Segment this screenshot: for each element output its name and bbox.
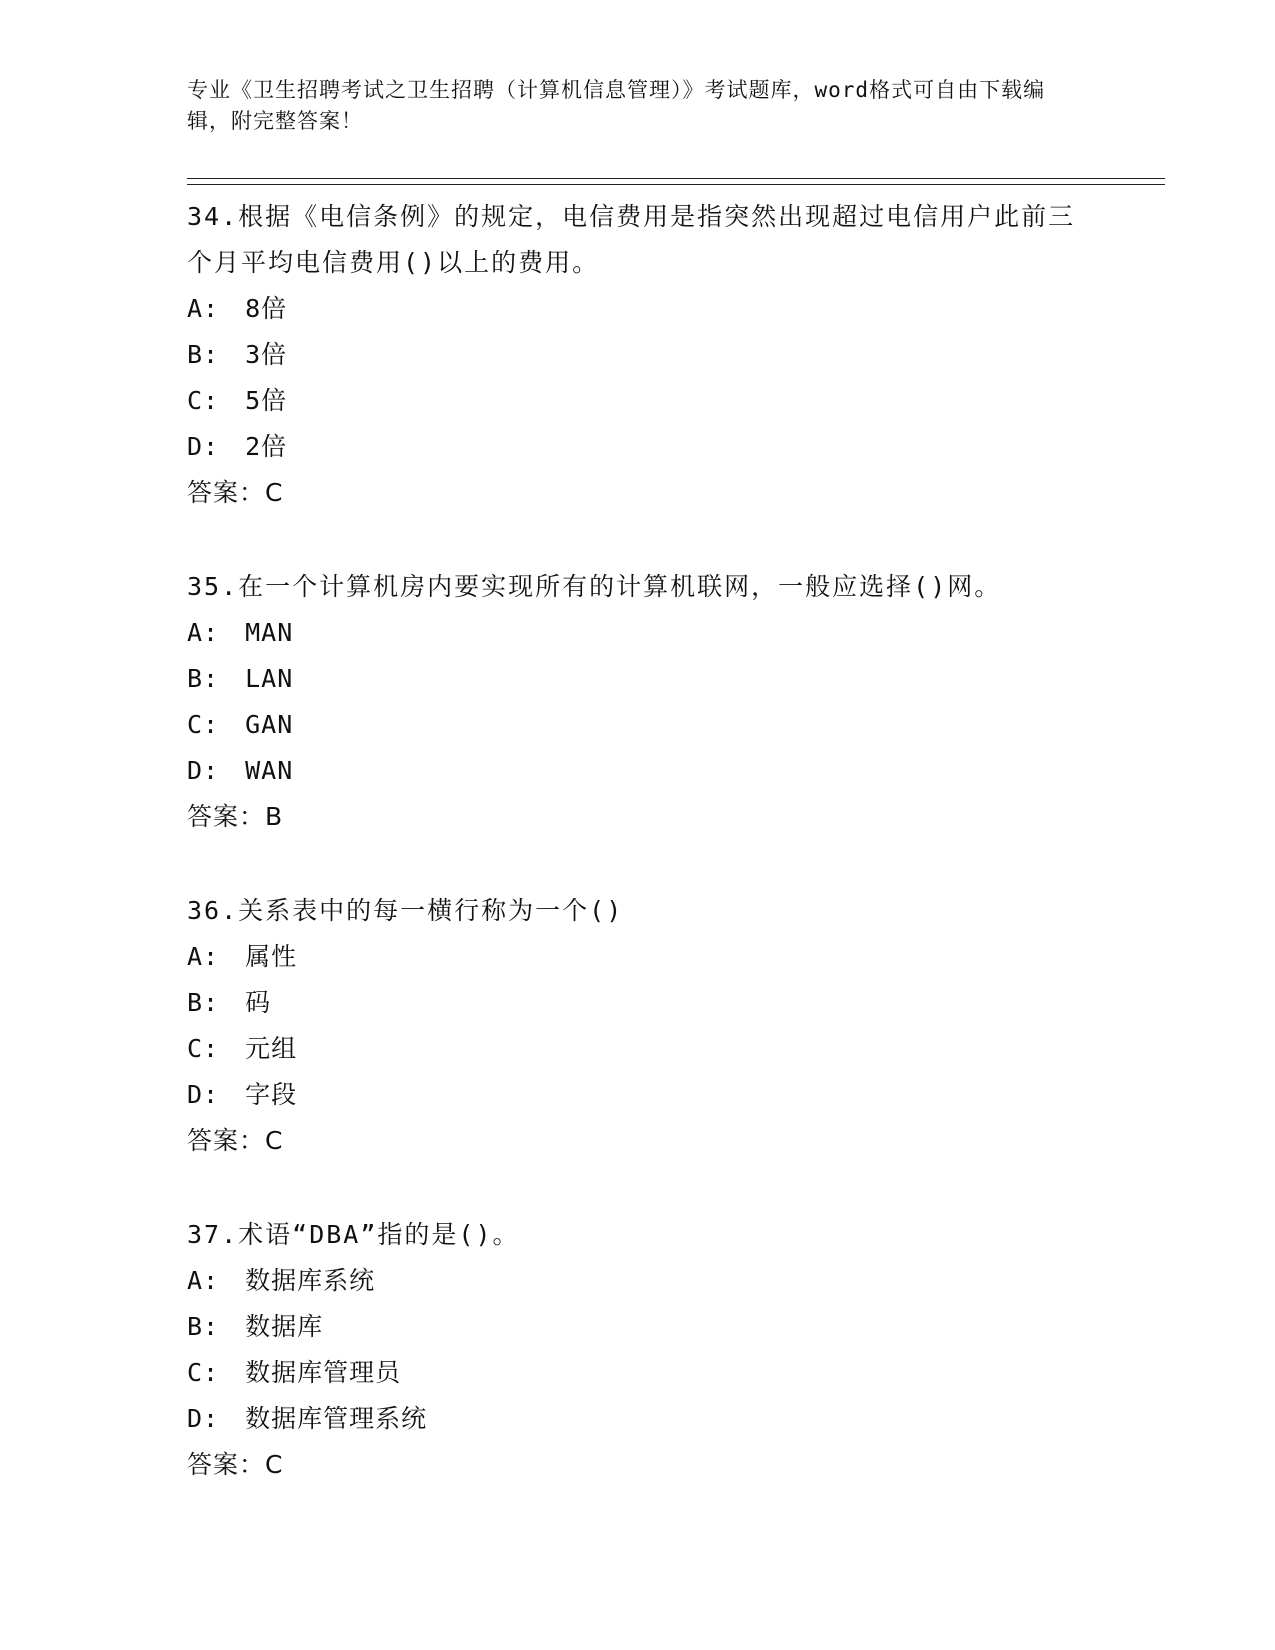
option-text: 2倍 xyxy=(245,432,288,461)
document-header: 专业《卫生招聘考试之卫生招聘（计算机信息管理）》考试题库，word格式可自由下载编辑，附完整答案！ xyxy=(187,78,1046,133)
option-row xyxy=(187,332,1087,378)
option-list xyxy=(187,1258,1087,1442)
header-divider-top xyxy=(187,178,1165,179)
option-row xyxy=(187,748,1087,794)
question-stem: 34.根据《电信条例》的规定，电信费用是指突然出现超过电信用户此前三个月平均电信费用()以上的费用。 xyxy=(187,202,1076,277)
answer-line xyxy=(187,1442,1087,1488)
option-letter: A: xyxy=(187,942,220,971)
option-spacer xyxy=(219,286,245,332)
question-block-3 xyxy=(187,888,1087,1164)
option-text: 数据库 xyxy=(245,1312,324,1341)
option-text: 数据库系统 xyxy=(245,1266,376,1295)
header-divider-bottom xyxy=(187,184,1165,185)
option-letter: C: xyxy=(187,1358,220,1387)
option-spacer xyxy=(219,1304,245,1350)
option-letter: B: xyxy=(187,664,220,693)
answer-prefix: 答案： xyxy=(187,478,266,507)
option-spacer xyxy=(219,1350,245,1396)
option-letter: C: xyxy=(187,386,220,415)
option-text: 5倍 xyxy=(245,386,288,415)
answer-line xyxy=(187,794,1087,840)
option-text: WAN xyxy=(245,756,294,785)
option-row xyxy=(187,1304,1087,1350)
option-spacer xyxy=(219,1396,245,1442)
option-row xyxy=(187,656,1087,702)
option-spacer xyxy=(219,610,245,656)
option-text: 数据库管理系统 xyxy=(245,1404,428,1433)
option-letter: B: xyxy=(187,988,220,1017)
answer-line xyxy=(187,470,1087,516)
option-spacer xyxy=(219,980,245,1026)
option-row xyxy=(187,934,1087,980)
option-text: 数据库管理员 xyxy=(245,1358,402,1387)
option-text: 3倍 xyxy=(245,340,288,369)
option-spacer xyxy=(219,748,245,794)
option-letter: B: xyxy=(187,340,220,369)
answer-prefix: 答案： xyxy=(187,1450,266,1479)
question-block-2 xyxy=(187,564,1087,840)
question-stem: 37.术语“DBA”指的是()。 xyxy=(187,1220,520,1249)
option-text: LAN xyxy=(245,664,294,693)
option-row xyxy=(187,1258,1087,1304)
option-spacer xyxy=(219,1072,245,1118)
answer-value: B xyxy=(265,802,284,831)
option-spacer xyxy=(219,1026,245,1072)
option-letter: D: xyxy=(187,432,220,461)
option-letter: C: xyxy=(187,1034,220,1063)
option-letter: C: xyxy=(187,710,220,739)
option-text: 8倍 xyxy=(245,294,288,323)
option-row xyxy=(187,424,1087,470)
answer-prefix: 答案： xyxy=(187,1126,266,1155)
option-spacer xyxy=(219,702,245,748)
option-row xyxy=(187,1026,1087,1072)
question-stem: 36.关系表中的每一横行称为一个() xyxy=(187,896,624,925)
option-list xyxy=(187,610,1087,794)
option-row xyxy=(187,378,1087,424)
question-block-1 xyxy=(187,194,1087,516)
option-letter: D: xyxy=(187,1404,220,1433)
answer-value: C xyxy=(265,1450,284,1479)
option-text: 码 xyxy=(245,988,272,1017)
answer-prefix: 答案： xyxy=(187,802,266,831)
option-letter: A: xyxy=(187,618,220,647)
option-spacer xyxy=(219,1258,245,1304)
option-spacer xyxy=(219,378,245,424)
option-letter: A: xyxy=(187,1266,220,1295)
option-row xyxy=(187,1396,1087,1442)
question-list xyxy=(187,194,1087,1536)
option-row xyxy=(187,1350,1087,1396)
option-spacer xyxy=(219,424,245,470)
option-spacer xyxy=(219,656,245,702)
option-row xyxy=(187,1072,1087,1118)
answer-line xyxy=(187,1118,1087,1164)
answer-value: C xyxy=(265,478,284,507)
option-text: MAN xyxy=(245,618,294,647)
option-letter: D: xyxy=(187,756,220,785)
option-row xyxy=(187,702,1087,748)
option-letter: D: xyxy=(187,1080,220,1109)
option-text: 属性 xyxy=(245,942,298,971)
option-letter: B: xyxy=(187,1312,220,1341)
option-row xyxy=(187,610,1087,656)
option-text: 元组 xyxy=(245,1034,298,1063)
question-stem: 35.在一个计算机房内要实现所有的计算机联网，一般应选择()网。 xyxy=(187,572,1002,601)
option-list xyxy=(187,286,1087,470)
option-row xyxy=(187,980,1087,1026)
option-row xyxy=(187,286,1087,332)
option-letter: A: xyxy=(187,294,220,323)
option-list xyxy=(187,934,1087,1118)
option-text: 字段 xyxy=(245,1080,298,1109)
question-block-4 xyxy=(187,1212,1087,1488)
option-spacer xyxy=(219,332,245,378)
option-text: GAN xyxy=(245,710,294,739)
option-spacer xyxy=(219,934,245,980)
answer-value: C xyxy=(265,1126,284,1155)
